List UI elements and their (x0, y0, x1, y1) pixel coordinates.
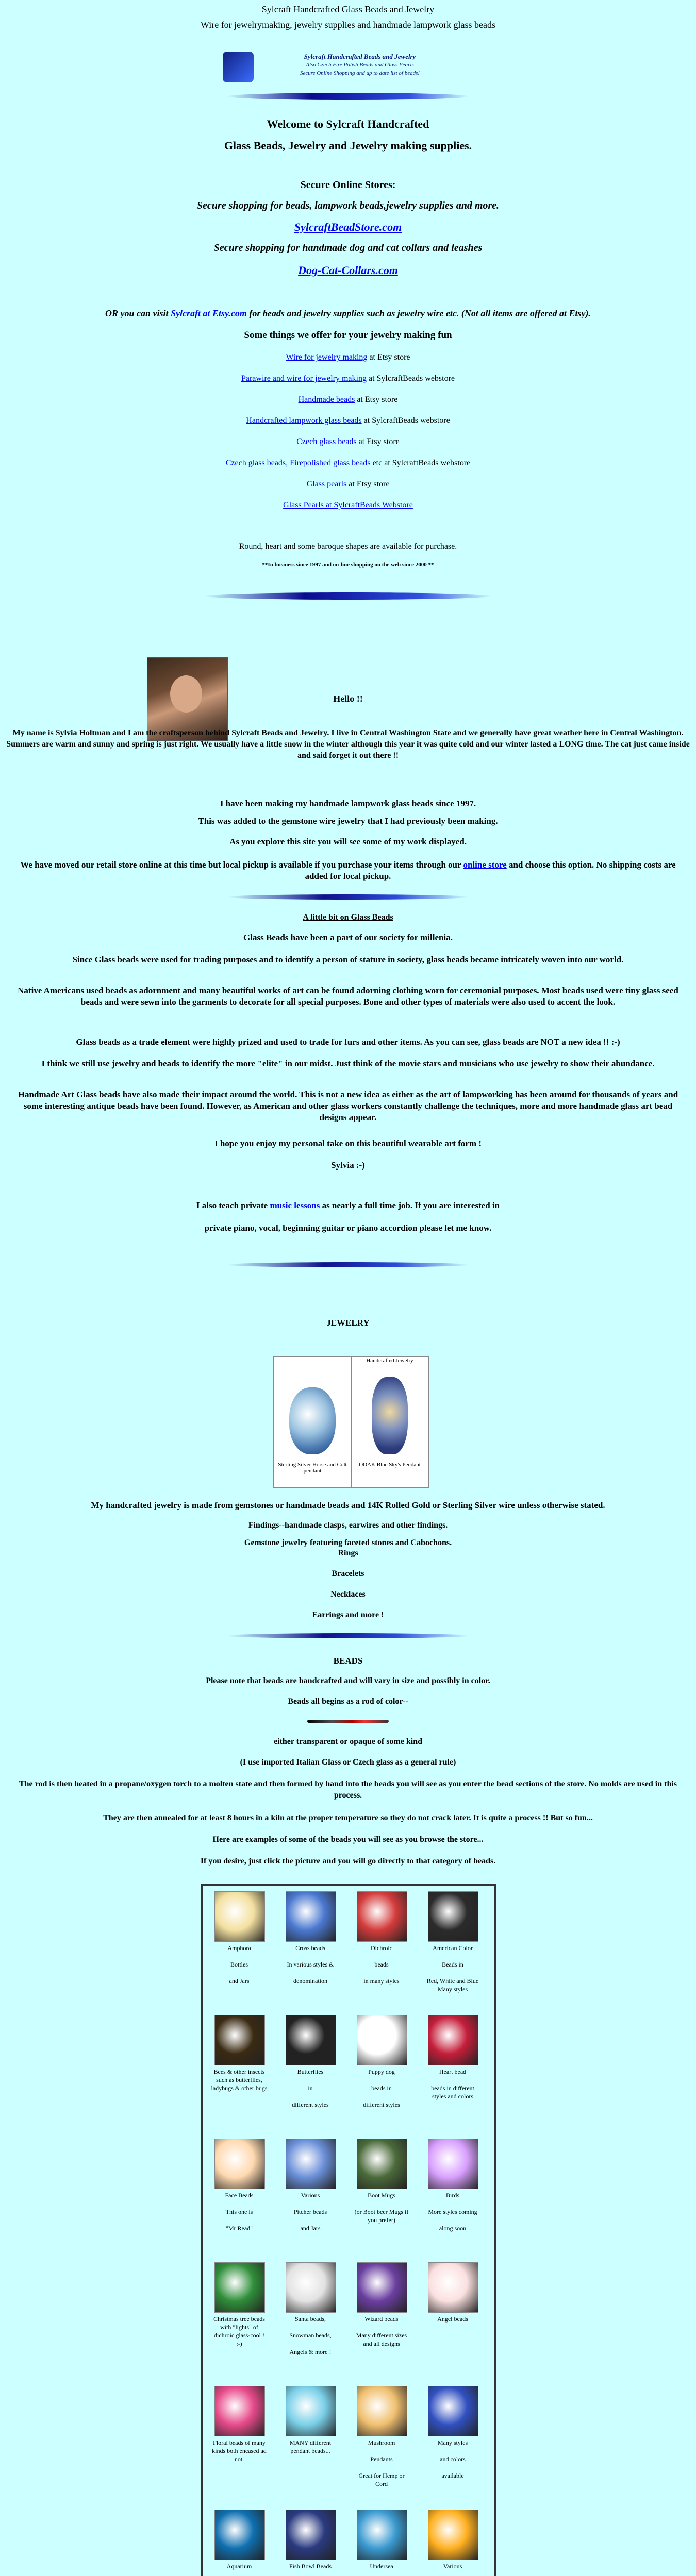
banner-logo-icon (223, 52, 254, 82)
history-p4: Glass beads as a trade element were highly prized and used to trade for furs and other items. As you can see, glass beads are NOT a new idea !! :-) (76, 1037, 620, 1047)
rod-caption: either transparent or opaque of some kind (273, 1737, 422, 1746)
online-store-link[interactable]: online store (463, 860, 507, 870)
bead-category-caption: Heart bead beads in different styles and colors (431, 2068, 474, 2100)
bead-category-caption: Undersea (370, 2563, 393, 2570)
music-lessons-link[interactable]: music lessons (270, 1200, 320, 1210)
jewelry-caption: Sterling Silver Horse and Colt pendant (278, 1462, 347, 1474)
divider-swoosh (227, 1633, 469, 1638)
bead-category-caption: Face Beads This one is "Mr Read" (225, 2192, 254, 2232)
bead-category-image[interactable] (286, 1891, 336, 1942)
jewelry-bracelets: Bracelets (332, 1569, 364, 1578)
bead-category-caption: Puppy dog beads in different styles (363, 2068, 400, 2108)
beads-p6: Here are examples of some of the beads you will see as you browse the store... (212, 1835, 484, 1844)
bead-category-image[interactable] (428, 2139, 478, 2189)
bead-category-image[interactable] (214, 2015, 265, 2065)
bead-category-caption: Various Pitcher beads and Jars (293, 2192, 327, 2232)
bead-category-image[interactable] (357, 2015, 407, 2065)
offer-link[interactable]: Handmade beads (298, 395, 355, 404)
bead-category-image[interactable] (357, 2139, 407, 2189)
bead-category-caption: MANY different pendant beads... (289, 2439, 332, 2454)
banner-line1: Sylcraft Handcrafted Beads and Jewelry (304, 53, 416, 60)
site-title: Sylcraft Handcrafted Glass Beads and Jewelry (261, 4, 435, 14)
offer-item: Wire for jewelry making at Etsy store (286, 353, 410, 362)
face-shape (170, 675, 202, 713)
signature: Sylvia :-) (331, 1160, 365, 1170)
beads-p4: The rod is then heated in a propane/oxygen torch to a molten state and then formed by hand into the beads you will see as you enter the bead sections of the store. No molds are used in this process. (19, 1780, 677, 1800)
bead-category-image[interactable] (214, 2510, 265, 2560)
beads-p7: If you desire, just click the picture and you will go directly to that category of beads. (200, 1857, 496, 1866)
divider-swoosh (204, 592, 492, 600)
bead-category-caption: Mushroom Pendants Great for Hemp or Cord (358, 2439, 405, 2487)
bead-category-caption: Butterflies in different styles (292, 2068, 329, 2108)
bead-category-table (201, 1884, 496, 2576)
offer-link[interactable]: Czech glass beads (296, 437, 357, 446)
store-link-beads[interactable]: SylcraftBeadStore.com (294, 221, 402, 233)
beads-p2: Beads all begins as a rod of color-- (288, 1697, 408, 1706)
bead-category-image[interactable] (286, 2262, 336, 2313)
bead-category-caption: Fish Bowl Beads (289, 2563, 332, 2570)
intro-p4: As you explore this site you will see some of my work displayed. (229, 837, 467, 846)
music-line2: private piano, vocal, beginning guitar or piano accordion please let me know. (204, 1223, 492, 1233)
history-p5: I think we still use jewelry and beads to identify the more "elite" in our midst. Just think of the movie stars and musicians who use jewelry to show their abundance. (41, 1059, 655, 1069)
bead-category-image[interactable] (214, 1891, 265, 1942)
glass-rod-image (307, 1720, 389, 1723)
bead-category-caption: Amphora Bottles and Jars (227, 1944, 251, 1985)
offer-item: Handmade beads at Etsy store (298, 395, 398, 404)
beads-heading: BEADS (333, 1656, 363, 1666)
bead-category-image[interactable] (286, 2386, 336, 2436)
jewelry-item-bluesky[interactable] (351, 1357, 428, 1487)
jewelry-label: Handcrafted Jewelry (366, 1358, 413, 1364)
offer-link[interactable]: Parawire and wire for jewelry making (241, 374, 367, 383)
jewelry-earrings: Earrings and more ! (312, 1611, 384, 1619)
bead-category-caption: Santa beads, Snowman beads, Angels & more ! (289, 2315, 332, 2355)
offer-item: Czech glass beads at Etsy store (296, 437, 400, 446)
etsy-link[interactable]: Sylcraft at Etsy.com (171, 308, 247, 318)
bead-category-image[interactable] (214, 2139, 265, 2189)
offer-link[interactable]: Glass Pearls at SylcraftBeads Webstore (283, 501, 413, 510)
banner-line2: Also Czech Fire Polish Beads and Glass Pearls (306, 62, 414, 68)
intro-p3: This was added to the gemstone wire jewelry that I had previously been making. (198, 816, 498, 826)
history-p6: Handmade Art Glass beads have also made their impact around the world. This is not a new idea as either as the art of lampworking has been around for thousands of years and some interesting antique beads have been found. However, as American and other glass workers constantly challenge the techniques, more and more handmade glass art bead designs appear. (18, 1090, 678, 1122)
jewelry-p2: Findings--handmade clasps, earwires and other findings. (248, 1521, 448, 1530)
jewelry-heading: JEWELRY (326, 1318, 370, 1328)
bead-category-caption: Various (443, 2563, 462, 2570)
beads-p3: (I use imported Italian Glass or Czech glass as a general rule) (240, 1758, 456, 1767)
bead-category-caption: Wizard beads Many different sizes and all designs (356, 2315, 407, 2347)
header-banner[interactable] (223, 52, 470, 82)
store-link-collars[interactable]: Dog-Cat-Collars.com (298, 264, 398, 277)
music-line1: I also teach private music lessons as nearly a full time job. If you are interested in (196, 1200, 500, 1210)
shapes-note: Round, heart and some baroque shapes are available for purchase. (239, 542, 457, 551)
bead-category-caption: Cross beads In various styles & denomination (287, 1944, 334, 1985)
welcome-line2: Glass Beads, Jewelry and Jewelry making supplies. (224, 139, 472, 152)
site-subtitle: Wire for jewelrymaking, jewelry supplies and handmade lampwork glass beads (200, 20, 496, 30)
history-p3: Native Americans used beads as adornment and many beautiful works of art can be found adorning clothing worn for ceremonial purposes. Most beads used were tiny glass seed beads and were sewn into the garments to decorate for all special purposes. Bone and other types of materials were also used to accent the look. (18, 986, 678, 1007)
offer-link[interactable]: Handcrafted lampwork glass beads (246, 416, 362, 425)
intro-p2: I have been making my handmade lampwork glass beads since 1997. (220, 799, 476, 808)
bead-category-caption: Bees & other insects such as butterflies, ladybugs & other bugs (211, 2068, 268, 2092)
bead-category-image[interactable] (357, 2386, 407, 2436)
stores-tagline2: Secure shopping for handmade dog and cat collars and leashes (213, 242, 483, 253)
since-note: **In business since 1997 and on-line shopping on the web since 2000 ** (262, 562, 434, 568)
bead-category-image[interactable] (214, 2262, 265, 2313)
beads-p5: They are then annealed for at least 8 hours in a kiln at the proper temperature so they do not crack later. It is quite a process !! But so fun... (103, 1814, 593, 1822)
bead-category-image[interactable] (428, 2262, 478, 2313)
history-p1: Glass Beads have been a part of our society for millenia. (243, 933, 453, 942)
bead-category-image[interactable] (428, 2510, 478, 2560)
bead-category-image[interactable] (214, 2386, 265, 2436)
stores-heading: Secure Online Stores: (300, 179, 396, 191)
offer-link[interactable]: Czech glass beads, Firepolished glass beads (225, 459, 371, 467)
history-p2: Since Glass beads were used for trading purposes and to identify a person of stature in society, glass beads became intricately woven into our world. (72, 955, 624, 964)
history-p7: I hope you enjoy my personal take on this beautiful wearable art form ! (214, 1139, 482, 1148)
pendant-image (289, 1387, 336, 1454)
offer-item: Glass pearls at Etsy store (306, 480, 390, 488)
bead-category-image[interactable] (357, 2262, 407, 2313)
bead-category-caption: Boot Mugs (or Boot beer Mugs if you prefer) (354, 2192, 409, 2224)
offer-item: Handcrafted lampwork glass beads at SylcraftBeads webstore (246, 416, 450, 425)
bead-category-caption: Dichroic beads in many styles (363, 1944, 400, 1985)
welcome-line1: Welcome to Sylcraft Handcrafted (267, 117, 429, 130)
intro-p5: We have moved our retail store online at this time but local pickup is available if you purchase your items through our online store and choose this option. No shipping costs are added for local pickup. (20, 860, 676, 881)
divider-swoosh (227, 1262, 469, 1267)
pendant-image (372, 1377, 408, 1454)
bead-category-caption: Birds More styles coming along soon (428, 2192, 477, 2232)
offer-item: Parawire and wire for jewelry making at SylcraftBeads webstore (241, 374, 455, 383)
jewelry-gallery (273, 1356, 429, 1488)
bead-category-caption: Floral beads of many kinds both encased ad not. (212, 2439, 267, 2463)
bead-category-image[interactable] (428, 2015, 478, 2065)
bead-category-image[interactable] (286, 2510, 336, 2560)
offer-item: Czech glass beads, Firepolished glass beads etc at SylcraftBeads webstore (225, 459, 471, 467)
bead-category-caption: Aquarium (226, 2563, 252, 2570)
bead-category-caption: Angel beads (437, 2315, 468, 2323)
bead-category-image[interactable] (428, 2386, 478, 2436)
bead-category-image[interactable] (286, 2139, 336, 2189)
bead-category-image[interactable] (428, 1891, 478, 1942)
bead-category-image[interactable] (286, 2015, 336, 2065)
bead-category-image[interactable] (357, 1891, 407, 1942)
etsy-line (0, 308, 696, 319)
intro-paragraph: My name is Sylvia Holtman and I am the craftsperson behind Sylcraft Beads and Jewelry. I live in Central Washington State and we generally have great weather here in Central Washington. Summers are warm and sunny and spring is just right. We usually have a little snow in the winter although this year it was quite cold and our winter lasted a LONG time. The cat just came inside and said forget it out there !! (6, 728, 690, 760)
bead-category-image[interactable] (357, 2510, 407, 2560)
offer-item (0, 501, 696, 510)
jewelry-p3: Gemstone jewelry featuring faceted stones and Cabochons. (244, 1538, 452, 1547)
jewelry-caption: OOAK Blue Sky's Pendant (359, 1462, 421, 1468)
jewelry-necklaces: Necklaces (330, 1590, 366, 1599)
history-heading: A little bit on Glass Beads (303, 913, 393, 922)
beads-p1: Please note that beads are handcrafted and will vary in size and possibly in color. (206, 1676, 490, 1685)
offer-link[interactable]: Glass pearls (306, 480, 347, 488)
bead-category-caption: Christmas tree beads with "lights" of dichroic glass-cool ! :-) (213, 2315, 265, 2347)
hello-heading: Hello !! (333, 693, 363, 704)
stores-tagline1: Secure shopping for beads, lampwork beads,jewelry supplies and more. (196, 200, 500, 211)
jewelry-item-horse[interactable] (274, 1357, 352, 1487)
jewelry-rings: Rings (338, 1549, 358, 1557)
divider-swoosh (227, 894, 469, 900)
jewelry-p1: My handcrafted jewelry is made from gemstones or handmade beads and 14K Rolled Gold or Sterling Silver wire unless otherwise stated. (91, 1500, 605, 1510)
bead-category-caption: Many styles and colors available (437, 2439, 468, 2479)
bead-category-caption: American Color Beads in Red, White and Blue Many styles (426, 1944, 479, 1993)
divider-swoosh (227, 93, 469, 100)
banner-line3: Secure Online Shopping and up to date list of beads! (300, 70, 420, 76)
etsy-pre: OR you can visit (105, 308, 171, 318)
offer-heading: Some things we offer for your jewelry making fun (244, 330, 452, 341)
offer-link[interactable]: Wire for jewelry making (286, 353, 368, 362)
etsy-post: for beads and jewelry supplies such as jewelry wire etc. (Not all items are offered at Etsy). (246, 308, 591, 318)
